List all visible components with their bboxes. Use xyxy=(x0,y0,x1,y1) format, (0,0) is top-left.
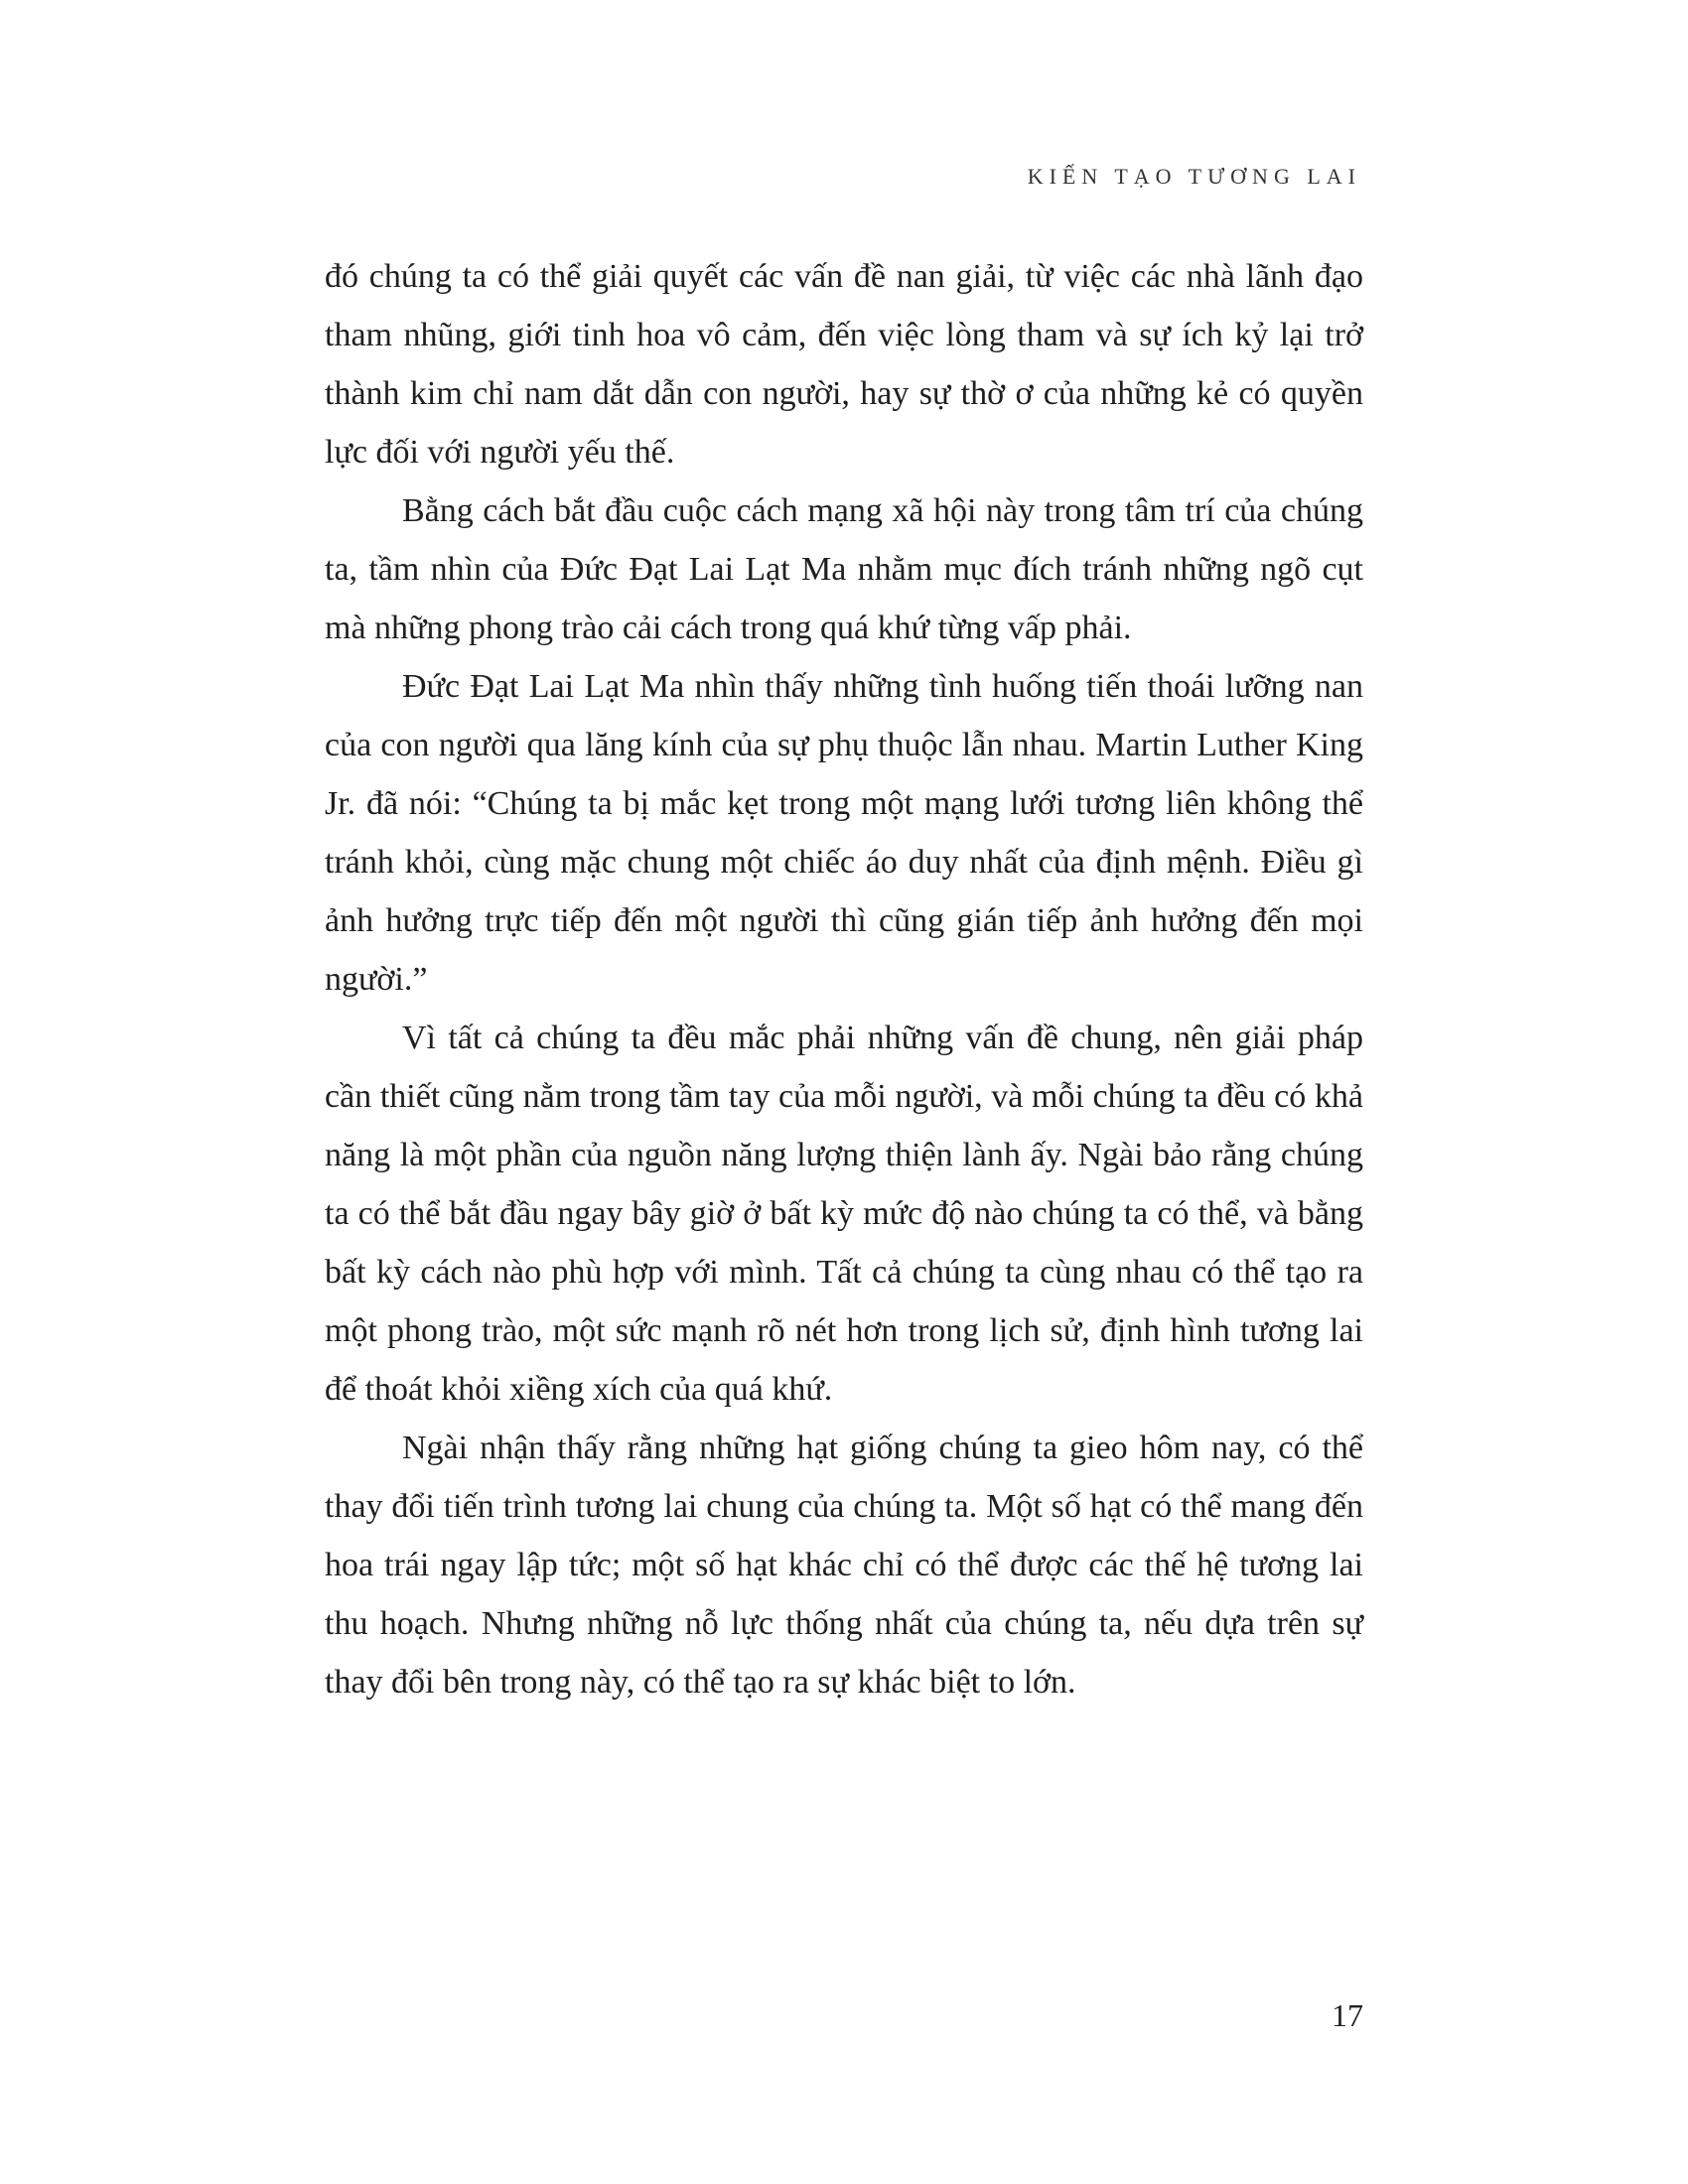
paragraph: Đức Đạt Lai Lạt Ma nhìn thấy những tình huống tiến thoái lưỡng nan của con người qua lăng kính của sự phụ thuộc lẫn nhau. Martin Luther King Jr. đã nói: “Chúng ta bị mắc kẹt trong một mạng lưới tương liên không thể tránh khỏi, cùng mặc chung một chiếc áo duy nhất của định mệnh. Điều gì ảnh hưởng trực tiếp đến một người thì cũng gián tiếp ảnh hưởng đến mọi người.” xyxy=(325,668,1363,998)
paragraph: Ngài nhận thấy rằng những hạt giống chúng ta gieo hôm nay, có thể thay đổi tiến trình tương lai chung của chúng ta. Một số hạt có thể mang đến hoa trái ngay lập tức; một số hạt khác chỉ có thể được các thế hệ tương lai thu hoạch. Nhưng những nỗ lực thống nhất của chúng ta, nếu dựa trên sự thay đổi bên trong này, có thể tạo ra sự khác biệt to lớn. xyxy=(325,1430,1363,1701)
text-block xyxy=(325,164,1363,1711)
paragraph: Vì tất cả chúng ta đều mắc phải những vấn đề chung, nên giải pháp cần thiết cũng nằm trong tầm tay của mỗi người, và mỗi chúng ta đều có khả năng là một phần của nguồn năng lượng thiện lành ấy. Ngài bảo rằng chúng ta có thể bắt đầu ngay bây giờ ở bất kỳ mức độ nào chúng ta có thể, và bằng bất kỳ cách nào phù hợp với mình. Tất cả chúng ta cùng nhau có thể tạo ra một phong trào, một sức mạnh rõ nét hơn trong lịch sử, định hình tương lai để thoát khỏi xiềng xích của quá khứ. xyxy=(325,1020,1363,1408)
page-number: 17 xyxy=(1332,1997,1363,2033)
body-paragraphs xyxy=(325,247,1363,1711)
paragraph: đó chúng ta có thể giải quyết các vấn đề nan giải, từ việc các nhà lãnh đạo tham nhũng, giới tinh hoa vô cảm, đến việc lòng tham và sự ích kỷ lại trở thành kim chỉ nam dắt dẫn con người, hay sự thờ ơ của những kẻ có quyền lực đối với người yếu thế. xyxy=(325,258,1363,471)
running-head: KIẾN TẠO TƯƠNG LAI xyxy=(1027,164,1361,189)
paragraph: Bằng cách bắt đầu cuộc cách mạng xã hội này trong tâm trí của chúng ta, tầm nhìn của Đức Đạt Lai Lạt Ma nhằm mục đích tránh những ngõ cụt mà những phong trào cải cách trong quá khứ từng vấp phải. xyxy=(325,492,1363,646)
